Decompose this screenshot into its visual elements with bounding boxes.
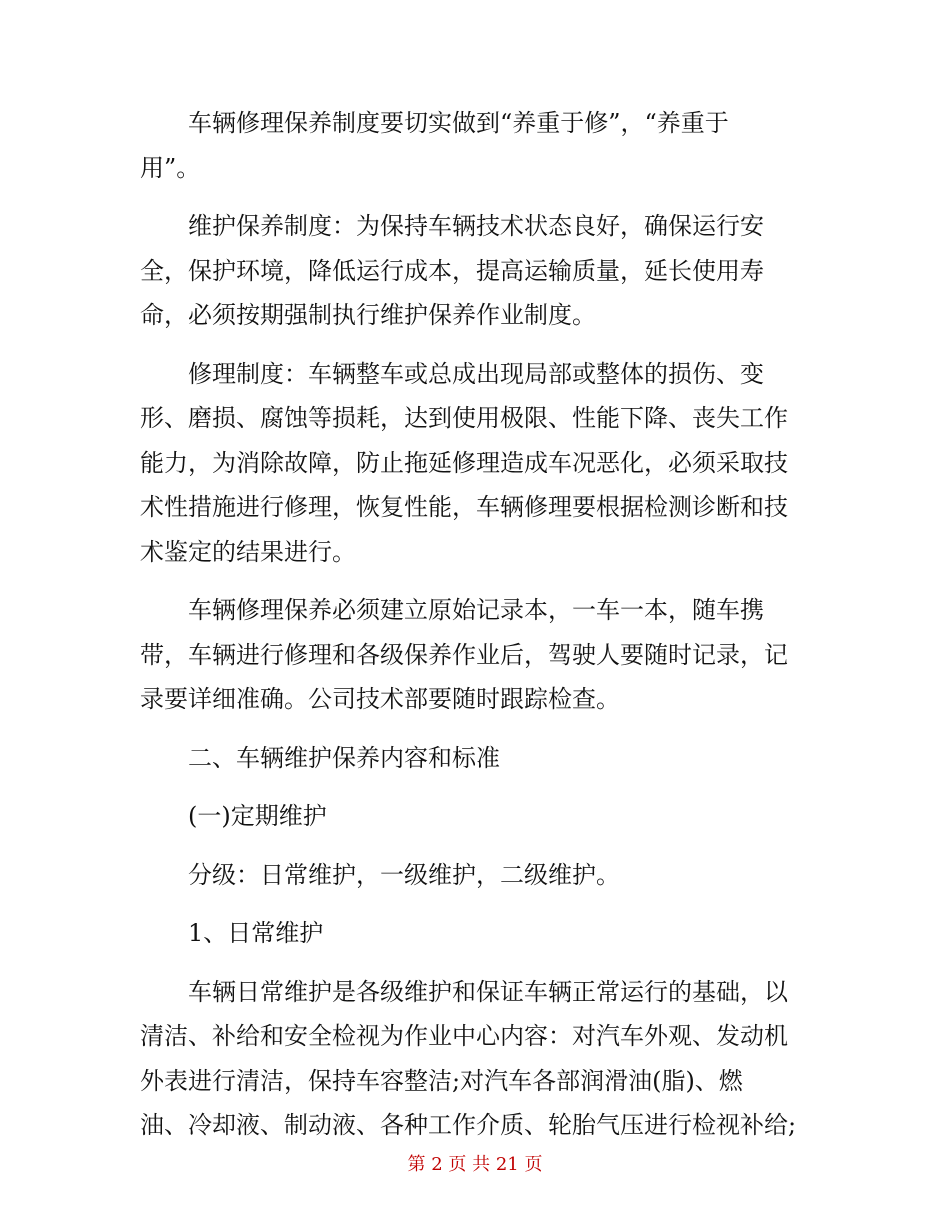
section-heading [140, 736, 812, 781]
text-line: (一)定期维护 [188, 802, 327, 830]
paragraph [140, 352, 812, 575]
text-line: 车辆修理保养制度要切实做到“养重于修”，“养重于 [188, 109, 729, 137]
paragraph [140, 101, 812, 190]
paragraph [140, 588, 812, 722]
text-line: 油、冷却液、制动液、各种工作介质、轮胎气压进行检视补给; [140, 1111, 797, 1139]
text-line: 外表进行清洁，保持车容整洁;对汽车各部润滑油(脂)、燃 [140, 1066, 743, 1095]
text-line: 二、车辆维护保养内容和标准 [188, 743, 500, 772]
subsection-heading [140, 794, 812, 839]
document-body [140, 101, 812, 1148]
text-line: 录要详细准确。公司技术部要随时跟踪检查。 [140, 685, 620, 713]
text-line: 术性措施进行修理，恢复性能，车辆修理要根据检测诊断和技 [140, 493, 788, 521]
text-line: 维护保养制度：为保持车辆技术状态良好，确保运行安 [188, 212, 764, 240]
text-line: 全，保护环境，降低运行成本，提高运输质量，延长使用寿 [140, 256, 764, 285]
text-line: 车辆日常维护是各级维护和保证车辆正常运行的基础，以 [188, 977, 788, 1006]
text-line: 能力，为消除故障，防止拖延修理造成车况恶化，必须采取技 [140, 448, 788, 477]
text-line: 清洁、补给和安全检视为作业中心内容：对汽车外观、发动机 [140, 1022, 788, 1050]
text-line: 用”。 [140, 153, 201, 182]
text-line: 形、磨损、腐蚀等损耗，达到使用极限、性能下降、丧失工作 [140, 404, 788, 432]
text-line: 1、日常维护 [188, 919, 324, 947]
text-line: 带，车辆进行修理和各级保养作业后，驾驶人要随时记录，记 [140, 640, 788, 669]
text-line: 车辆修理保养必须建立原始记录本，一车一本，随车携 [188, 596, 764, 624]
text-line: 分级：日常维护，一级维护，二级维护。 [188, 860, 620, 889]
item-heading [140, 911, 812, 956]
paragraph [140, 204, 812, 338]
page-number-footer: 第 2 页 共 21 页 [407, 1154, 543, 1175]
text-line: 修理制度：车辆整车或总成出现局部或整体的损伤、变 [188, 359, 764, 388]
paragraph [140, 970, 812, 1148]
text-line: 命，必须按期强制执行维护保养作业制度。 [140, 301, 596, 329]
paragraph [140, 853, 812, 898]
text-line: 术鉴定的结果进行。 [140, 537, 356, 566]
